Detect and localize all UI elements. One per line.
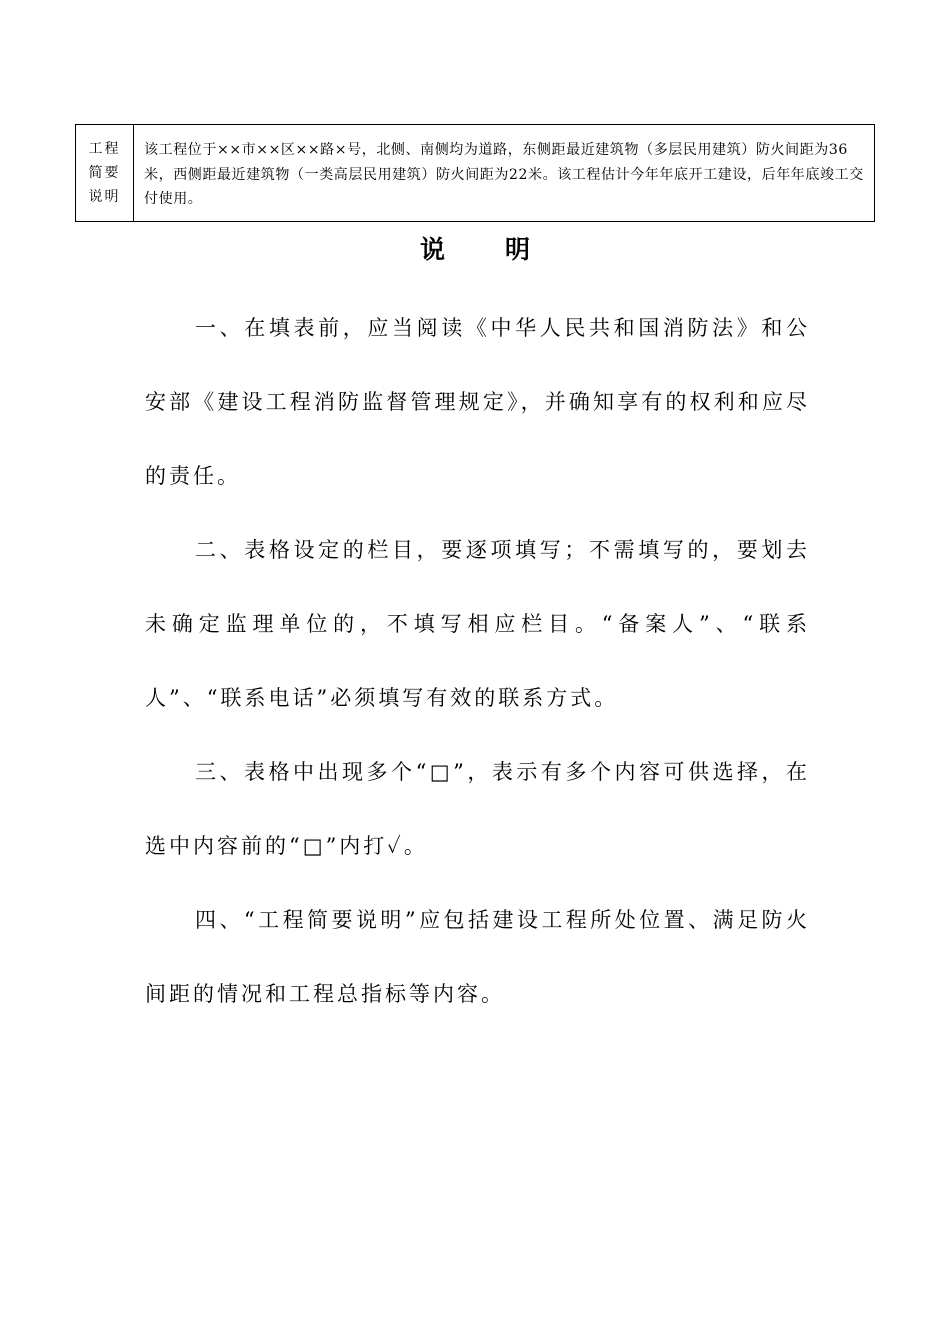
instruction-paragraph-2: 二、表格设定的栏目，要逐项填写；不需填写的，要划去未确定监理单位的，不填写相应栏目。“备案人”、“联系人”、“联系电话”必须填写有效的联系方式。 [145, 538, 810, 710]
project-summary-table [75, 124, 875, 222]
instruction-paragraph-3: 三、表格中出现多个“□”，表示有多个内容可供选择，在选中内容前的“□”内打✓。 [145, 760, 810, 858]
instructions-body [145, 291, 810, 1031]
section-title: 说明 [419, 235, 590, 264]
instruction-paragraph-4: 四、“工程简要说明”应包括建设工程所处位置、满足防火间距的情况和工程总指标等内容。 [145, 908, 810, 1006]
instruction-paragraph-1: 一、在填表前，应当阅读《中华人民共和国消防法》和公安部《建设工程消防监督管理规定》，并确知享有的权利和应尽的责任。 [145, 316, 810, 488]
summary-text-cell: 该工程位于××市××区××路×号，北侧、南侧均为道路，东侧距最近建筑物（多层民用建筑）防火间距为36米，西侧距最近建筑物（一类高层民用建筑）防火间距为22米。该工程估计今年年底开工建设，后年年底竣工交付使用。 [144, 142, 864, 207]
summary-label-line: 工程 [88, 141, 121, 157]
summary-label-line: 简要 [88, 165, 121, 181]
summary-label-line: 说明 [88, 189, 121, 205]
summary-label-cell [76, 125, 134, 221]
